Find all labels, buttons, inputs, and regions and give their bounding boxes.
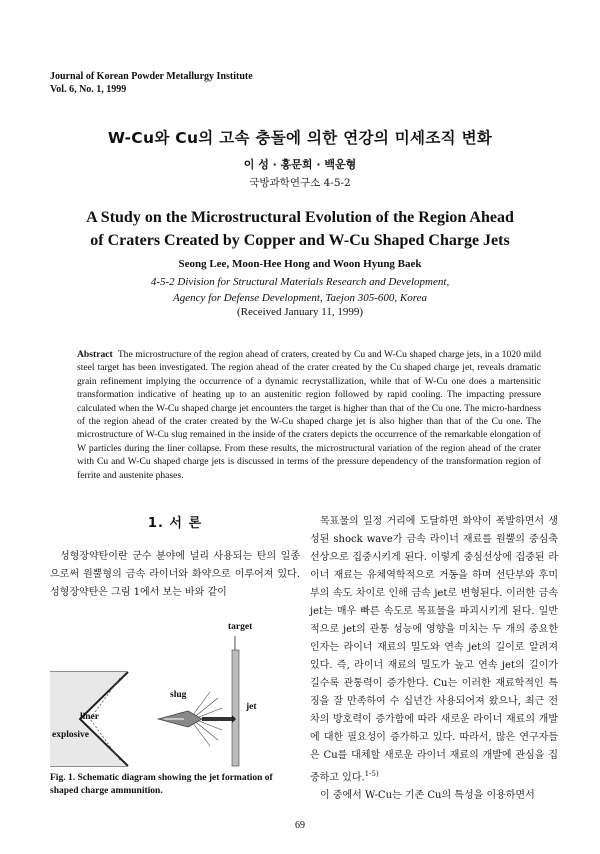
received-date: (Received January 11, 1999) [236,306,364,318]
english-title [0,206,600,252]
label-liner: liner [80,712,99,722]
english-title-line1: A Study on the Microstructural Evolution of the Region Ahead [86,209,514,226]
label-slug: slug [170,690,187,700]
right-paragraph-1 [310,513,558,787]
label-target: target [228,622,253,632]
right-paragraph-2: 이 중에서 W-Cu는 기존 Cu의 특성을 이용하면서 [320,790,535,802]
english-authors: Seong Lee, Moon-Hee Hong and Woon Hyung Baek [178,258,422,270]
affiliation-line2: Agency for Defense Development, Taejon 305-600, Korea [173,292,427,304]
affiliation-line1: 4-5-2 Division for Structural Materials Research and Development, [150,276,450,288]
abstract [77,348,541,482]
journal-name: Journal of Korean Powder Metallurgy Institute [50,71,253,82]
jet-shape [202,717,232,721]
abstract-label: Abstract [77,349,113,360]
right-paragraph-1-text: 목표물의 일정 거리에 도달하면 화약이 폭발하면서 생성된 shock wave가 금속 라이너 재료를 원뿔의 중심축 선상으로 집중시키게 된다. 이렇게 중심선상에 집중된 라이너 재료는 유체역학적으로 거동을 하며 선단부와 후미부의 속도 차이로 인해 금속 jet로 변형된다. 이러한 금속 jet는 매우 빠른 속도로 목표물을 파괴시키게 된다. 일반적으로 jet의 관통 성능에 영향을 미치는 두 개의 중요한 인자는 라이너 재료의 밀도와 연속 jet의 길이로 알려져 있다. 즉, 라이너 재료의 밀도가 높고 연속 jet의 길이가 길수록 관통력이 증가한다. Cu는 이러한 재료학적인 특징을 잘 만족하여 수 십년간 사용되어져 왔으나, 최근 전차의 방호력이 증가함에 따라 새로운 라이너 재료의 개발에 대한 필요성이 증가하고 있다. 따라서, 많은 연구자들은 Cu를 대체할 새로운 라이너 재료의 개발에 관심을 집중하고 있다. [310,516,558,784]
korean-title: W-Cu와 Cu의 고속 충돌에 의한 연강의 미세조직 변화 [107,129,493,147]
korean-affiliation: 국방과학연구소 4-5-2 [249,177,351,189]
section-heading: 1. 서 론 [147,516,203,531]
english-affiliation [0,274,600,306]
right-column-text [310,513,558,805]
abstract-text: The microstructure of the region ahead of craters, created by Cu and W-Cu shaped charge jets, in a 1020 mild steel target has been investigated. The region ahead of the crater created by the Cu shaped charge jet, reveals dramatic grain refinement implying the occurrence of a dynamic recrystallization, while that of W-Cu one does a martensitic transformation indicative of heating up to an austenitic region followed by rapid cooling. The impacting pressure calculated when the W-Cu shaped charge jet encounters the target is higher than that of the Cu one. The micro-hardness of the region ahead of the crater created by the W-Cu shaped charge jet is also higher than that of the Cu one. The microstructure of W-Cu slug remained in the inside of the craters depicts the occurrence of the remarkable elongation of W particles during the liner collapse. From these results, the microstructural variation of the region ahead of the crater with Cu and W-Cu shaped charge jets is discussed in terms of the pressure dependency of the transformation region of ferrite and austenite phases. [77,349,542,481]
reference-superscript: 1-5) [364,770,379,778]
label-jet: jet [246,702,257,712]
english-title-line2: of Craters Created by Copper and W-Cu Shaped Charge Jets [90,232,510,249]
figure-caption: Fig. 1. Schematic diagram showing the jet formation of shaped charge ammunition. [50,773,273,796]
label-explosive: explosive [52,730,89,740]
target-plate [232,650,239,766]
page-number: 69 [295,820,305,831]
journal-header [50,70,253,96]
journal-volume: Vol. 6, No. 1, 1999 [50,84,127,95]
left-column-text: 성형장약탄이란 군수 분야에 널리 사용되는 탄의 일종으로써 원뿔형의 금속 라이너와 화약으로 이루어져 있다. 성형장약탄은 그림 1에서 보는 바와 같이 [50,551,300,598]
korean-authors: 이 성 · 홍문희 · 백운형 [243,158,357,171]
